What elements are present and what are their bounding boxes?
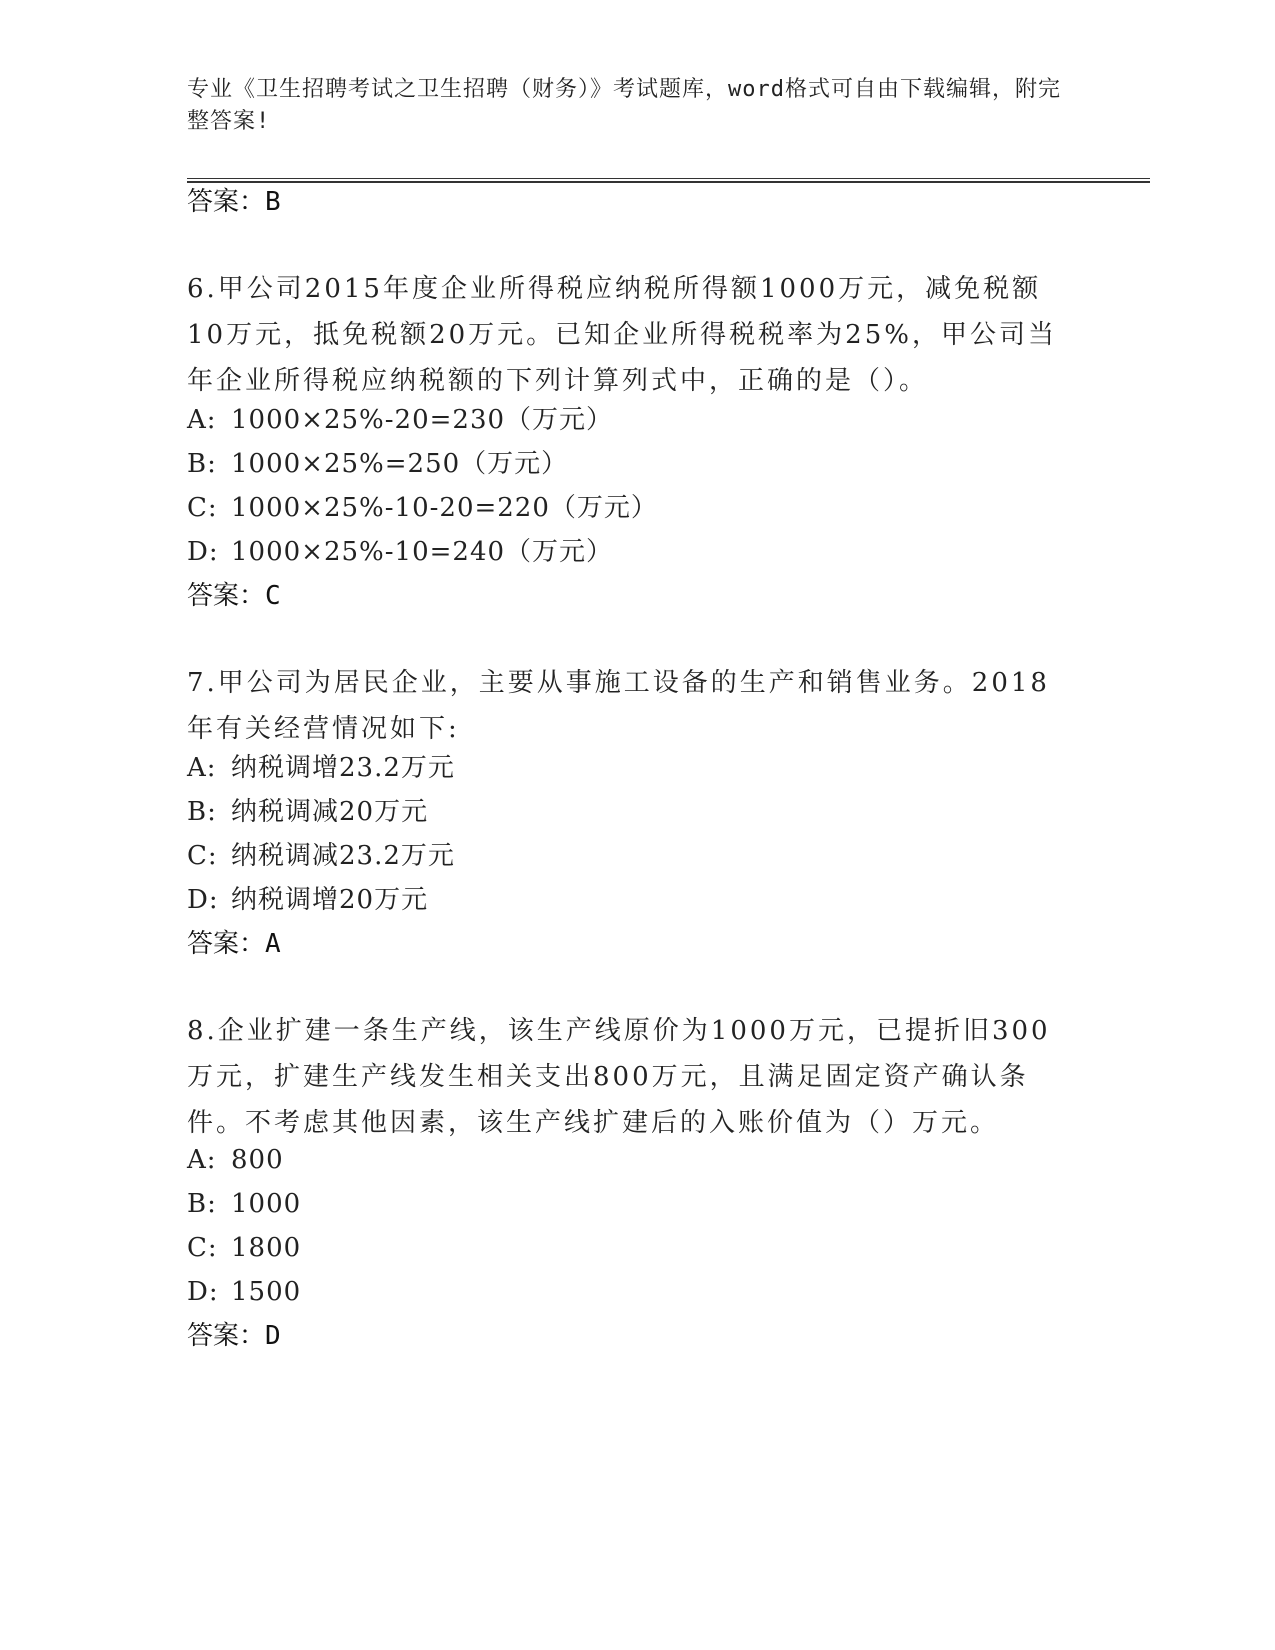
option-text: 1500 <box>231 1277 302 1307</box>
option-text: 纳税调减20万元 <box>231 797 429 827</box>
option-key: D: <box>187 885 219 915</box>
question-8-option-c <box>187 1228 301 1268</box>
question-8-option-d <box>187 1272 301 1312</box>
option-text: 1000×25%-20=230（万元） <box>231 405 614 435</box>
question-8-stem: 8.企业扩建一条生产线，该生产线原价为1000万元，已提折旧300万元，扩建生产线发生相关支出800万元，且满足固定资产确认条件。不考虑其他因素，该生产线扩建后的入账价值为（）万元。 <box>187 1016 1051 1138</box>
option-text: 1000×25%-10-20=220（万元） <box>231 493 658 523</box>
option-text: 1000 <box>231 1189 302 1219</box>
question-7-answer: 答案：A <box>187 929 281 959</box>
question-7-option-d <box>187 880 428 920</box>
option-text: 1800 <box>231 1233 302 1263</box>
question-8-option-b <box>187 1184 301 1224</box>
question-7-option-a <box>187 748 455 788</box>
option-text: 纳税调增20万元 <box>231 885 429 915</box>
question-8-option-a <box>187 1140 284 1180</box>
question-6-stem: 6.甲公司2015年度企业所得税应纳税所得额1000万元，减免税额10万元，抵免税额20万元。已知企业所得税税率为25%，甲公司当年企业所得税应纳税额的下列计算列式中，正确的是（）。 <box>187 274 1057 396</box>
question-7-option-b <box>187 792 428 832</box>
option-key: B: <box>187 449 217 479</box>
option-key: A: <box>187 753 217 783</box>
question-6-option-c <box>187 488 658 528</box>
option-text: 800 <box>231 1145 284 1175</box>
option-text: 1000×25%-10=240（万元） <box>231 537 614 567</box>
question-7-option-c <box>187 836 455 876</box>
question-6-option-d <box>187 532 613 572</box>
option-key: C: <box>187 1233 218 1263</box>
document-header: 专业《卫生招聘考试之卫生招聘（财务）》考试题库，word格式可自由下载编辑，附完整答案! <box>187 77 1061 134</box>
option-text: 1000×25%=250（万元） <box>231 449 569 479</box>
question-8-answer: 答案：D <box>187 1321 281 1351</box>
header-divider <box>187 178 1150 183</box>
question-7-stem: 7.甲公司为居民企业，主要从事施工设备的生产和销售业务。2018年有关经营情况如下: <box>187 668 1050 744</box>
option-key: D: <box>187 537 219 567</box>
option-key: D: <box>187 1277 219 1307</box>
option-text: 纳税调减23.2万元 <box>231 841 455 871</box>
question-6-option-b <box>187 444 568 484</box>
option-key: C: <box>187 493 218 523</box>
option-text: 纳税调增23.2万元 <box>231 753 455 783</box>
option-key: A: <box>187 1145 217 1175</box>
option-key: C: <box>187 841 218 871</box>
option-key: A: <box>187 405 217 435</box>
answer-prev: 答案：B <box>187 187 281 217</box>
question-6-option-a <box>187 400 613 440</box>
question-6-answer: 答案：C <box>187 581 281 611</box>
option-key: B: <box>187 1189 217 1219</box>
option-key: B: <box>187 797 217 827</box>
